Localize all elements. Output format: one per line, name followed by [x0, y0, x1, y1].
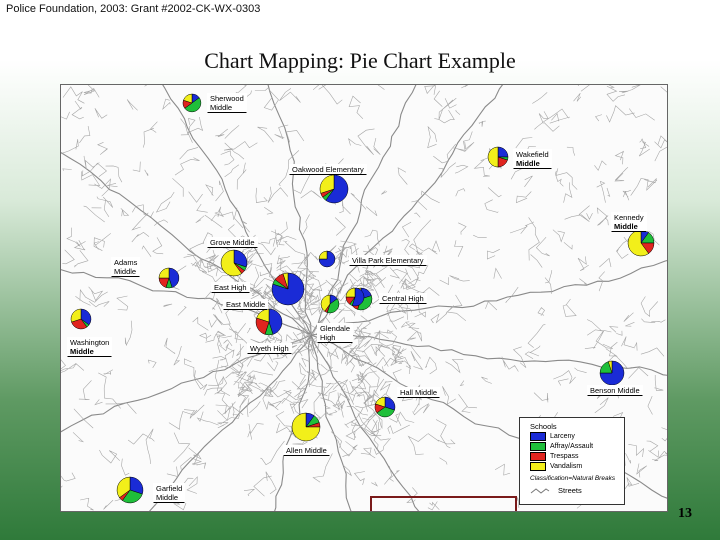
label-wyeth: Wyeth High — [247, 343, 292, 354]
legend-item-trespass: Trespass — [530, 452, 579, 461]
label-washington: Washington Middle — [67, 337, 112, 357]
source-header: Police Foundation, 2003: Grant #2002-CK-WX-0303 — [6, 3, 261, 15]
pie-oakwood-elementary[interactable] — [319, 174, 349, 204]
school-crime-map[interactable] — [60, 84, 668, 512]
pie-villa-park-elementary[interactable] — [318, 250, 336, 268]
slide-title: Chart Mapping: Pie Chart Example — [204, 48, 516, 73]
pie-slice-larceny — [498, 147, 508, 157]
label-kennedy: Kennedy Middle — [611, 212, 647, 232]
label-oakwood: Oakwood Elementary — [289, 164, 367, 175]
pie-east-middle[interactable] — [255, 308, 283, 336]
page-number: 13 — [678, 506, 692, 521]
label-glendale: Glendale High — [317, 323, 353, 343]
label-wakefield: Wakefield Middle — [513, 149, 552, 169]
legend-title: Schools — [530, 422, 557, 431]
pie-allen-middle[interactable] — [291, 412, 321, 442]
pie-hall-middle[interactable] — [374, 396, 396, 418]
label-east-middle: East Middle — [223, 299, 268, 310]
pie-washington[interactable] — [70, 308, 92, 330]
pie-sherwood[interactable] — [182, 93, 202, 113]
pie-benson-middle[interactable] — [599, 360, 625, 386]
label-central-high: Central High — [379, 293, 427, 304]
pie-glendale[interactable] — [320, 294, 340, 314]
legend-item-assault: Affray/Assault — [530, 442, 593, 451]
pie-wyeth-high[interactable] — [345, 287, 365, 307]
label-allen: Allen Middle — [283, 445, 330, 456]
pie-slice-vandalism — [346, 288, 355, 297]
pie-slice-vandalism — [488, 147, 498, 167]
pie-slice-vandalism — [159, 268, 169, 278]
label-east-high: East High — [211, 282, 250, 293]
label-benson: Benson Middle — [587, 385, 643, 396]
pie-east-high[interactable] — [271, 272, 305, 306]
larceny-swatch — [530, 432, 546, 441]
pie-kennedy[interactable] — [627, 229, 655, 257]
legend-item-vandalism: Vandalism — [530, 462, 582, 471]
label-grove: Grove Middle — [207, 237, 258, 248]
pie-adams[interactable] — [158, 267, 180, 289]
label-adams: Adams Middle — [111, 257, 140, 277]
pie-wakefield[interactable] — [487, 146, 509, 168]
legend-item-streets: Streets — [530, 486, 582, 495]
map-legend — [519, 417, 625, 505]
vandalism-swatch — [530, 462, 546, 471]
pie-garfield[interactable] — [116, 476, 144, 504]
pie-slice-vandalism — [319, 251, 327, 259]
label-hall: Hall Middle — [397, 387, 440, 398]
pie-grove-middle[interactable] — [220, 249, 248, 277]
label-villa-park: Villa Park Elementary — [349, 255, 427, 266]
assault-swatch — [530, 442, 546, 451]
district-boundary — [371, 497, 516, 511]
label-sherwood: Sherwood Middle — [207, 93, 247, 113]
legend-item-larceny: Larceny — [530, 432, 575, 441]
trespass-swatch — [530, 452, 546, 461]
street-line-icon — [530, 487, 550, 495]
legend-classification-note: Classification=Natural Breaks — [530, 475, 616, 482]
label-garfield: Garfield Middle — [153, 483, 185, 503]
